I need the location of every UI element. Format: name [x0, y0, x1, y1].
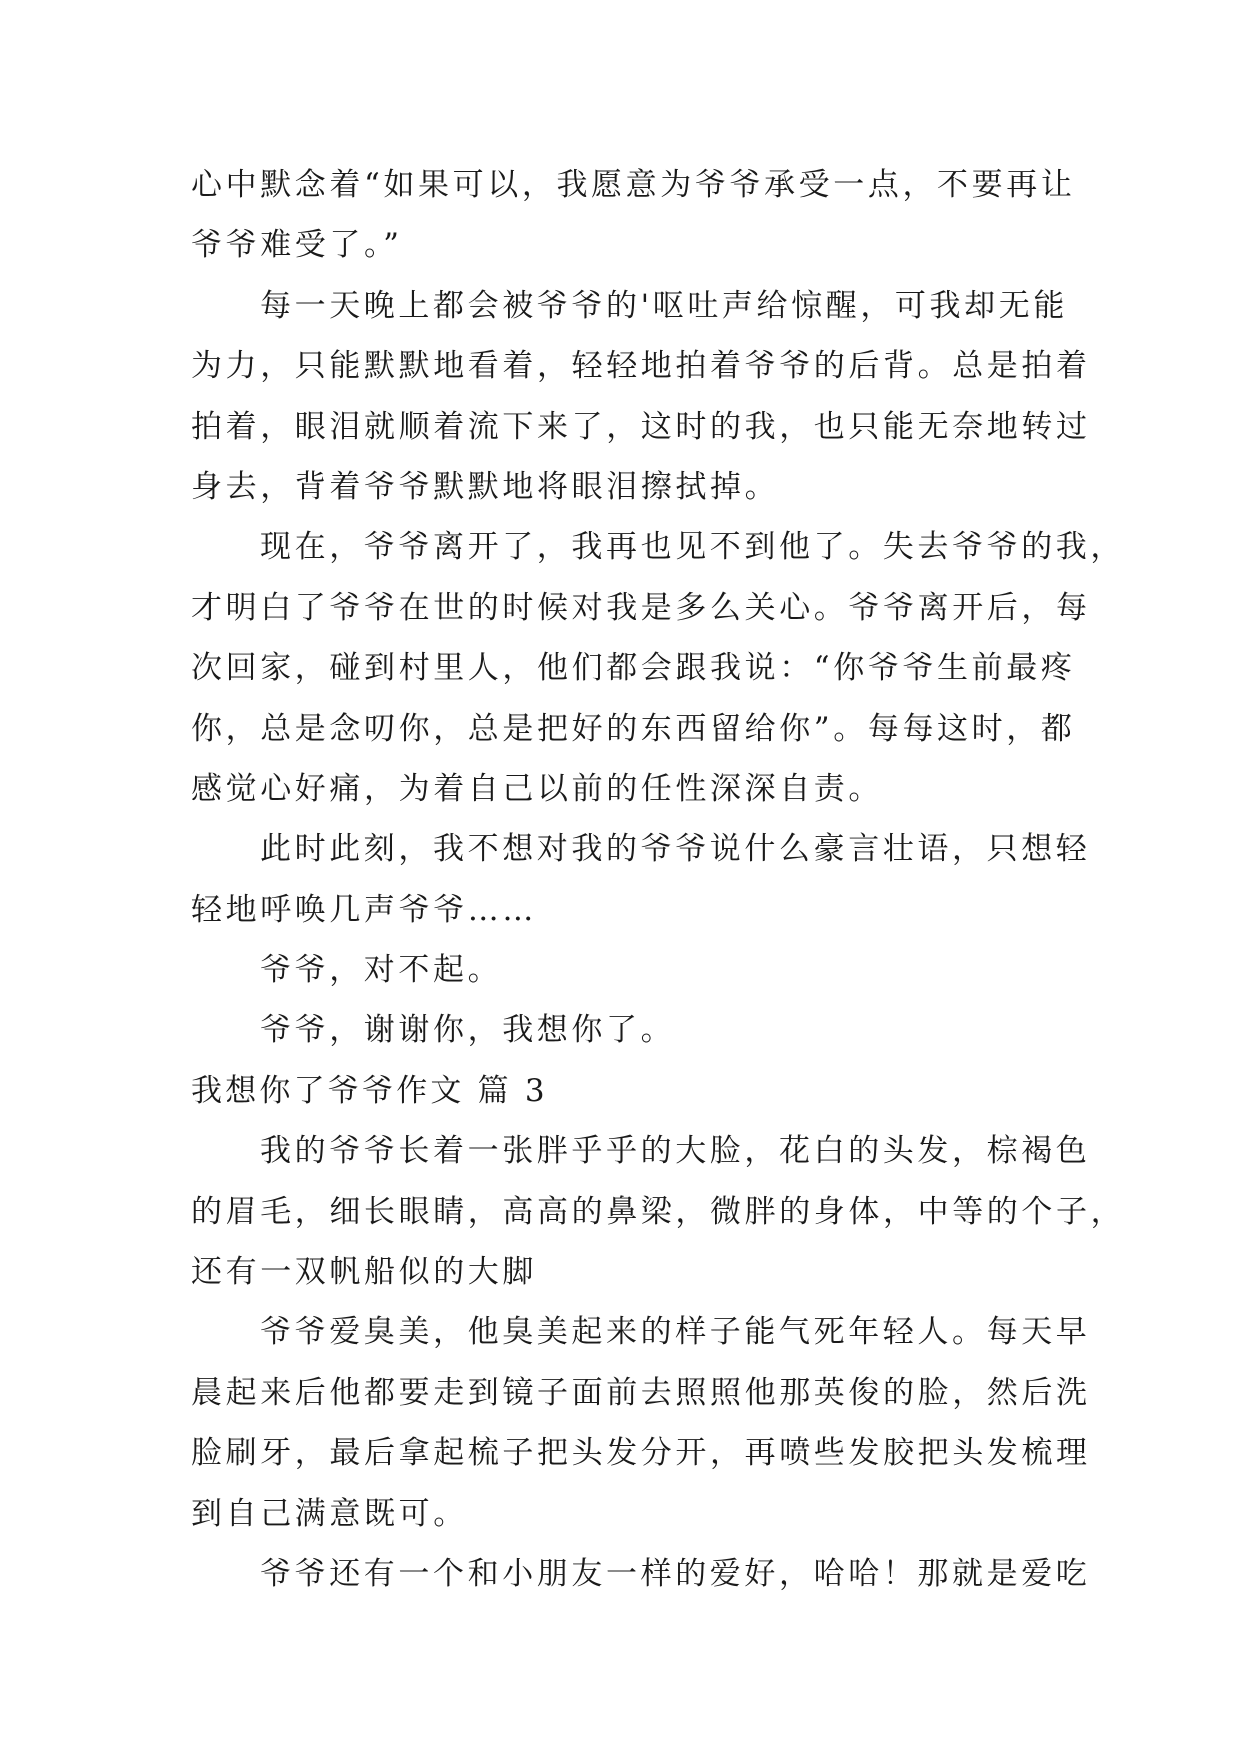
paragraph-first-line: 爷爷，对不起。	[260, 952, 503, 989]
text-line: 感觉心好痛，为着自己以前的任性深深自责。	[191, 770, 883, 807]
text-line: 心中默念着“如果可以，我愿意为爷爷承受一点，不要再让	[191, 167, 1076, 203]
text-line: 为力，只能默默地看着，轻轻地拍着爷爷的后背。总是拍着	[191, 348, 1091, 385]
text-line: 轻地呼唤几声爷爷……	[191, 891, 537, 928]
text-line: 还有一双帆船似的大脚	[191, 1254, 537, 1291]
text-line: 脸刷牙，最后拿起梳子把头发分开，再喷些发胶把头发梳理	[191, 1435, 1091, 1472]
paragraph-first-line: 爷爷爱臭美，他臭美起来的样子能气死年轻人。每天早	[260, 1314, 1091, 1351]
section-heading: 我想你了爷爷作文 篇 3	[191, 1072, 548, 1109]
paragraph-first-line: 我的爷爷长着一张胖乎乎的大脸，花白的头发，棕褐色	[260, 1133, 1091, 1170]
paragraph-first-line: 每一天晚上都会被爷爷的'呕吐声给惊醒，可我却无能	[260, 287, 1068, 324]
paragraph-first-line: 此时此刻，我不想对我的爷爷说什么豪言壮语，只想轻	[260, 831, 1091, 868]
text-line: 爷爷难受了。”	[191, 227, 403, 264]
text-line: 的眉毛，细长眼睛，高高的鼻梁，微胖的身体，中等的个子，	[191, 1193, 1126, 1230]
text-line: 晨起来后他都要走到镜子面前去照照他那英俊的脸，然后洗	[191, 1374, 1091, 1411]
paragraph-first-line: 爷爷，谢谢你，我想你了。	[260, 1012, 676, 1049]
text-line: 次回家，碰到村里人，他们都会跟我说：“你爷爷生前最疼	[191, 650, 1076, 687]
text-line: 才明白了爷爷在世的时候对我是多么关心。爷爷离开后，每	[191, 589, 1091, 626]
text-line: 拍着，眼泪就顺着流下来了，这时的我，也只能无奈地转过	[191, 408, 1091, 445]
paragraph-first-line: 爷爷还有一个和小朋友一样的爱好，哈哈！那就是爱吃	[260, 1555, 1091, 1592]
document-page	[191, 155, 1126, 1604]
text-line: 你，总是念叨你，总是把好的东西留给你”。每每这时，都	[191, 710, 1076, 747]
text-line: 到自己满意既可。	[191, 1495, 468, 1532]
text-line: 身去，背着爷爷默默地将眼泪擦拭掉。	[191, 468, 780, 505]
paragraph-first-line: 现在，爷爷离开了，我再也见不到他了。失去爷爷的我，	[260, 529, 1125, 566]
